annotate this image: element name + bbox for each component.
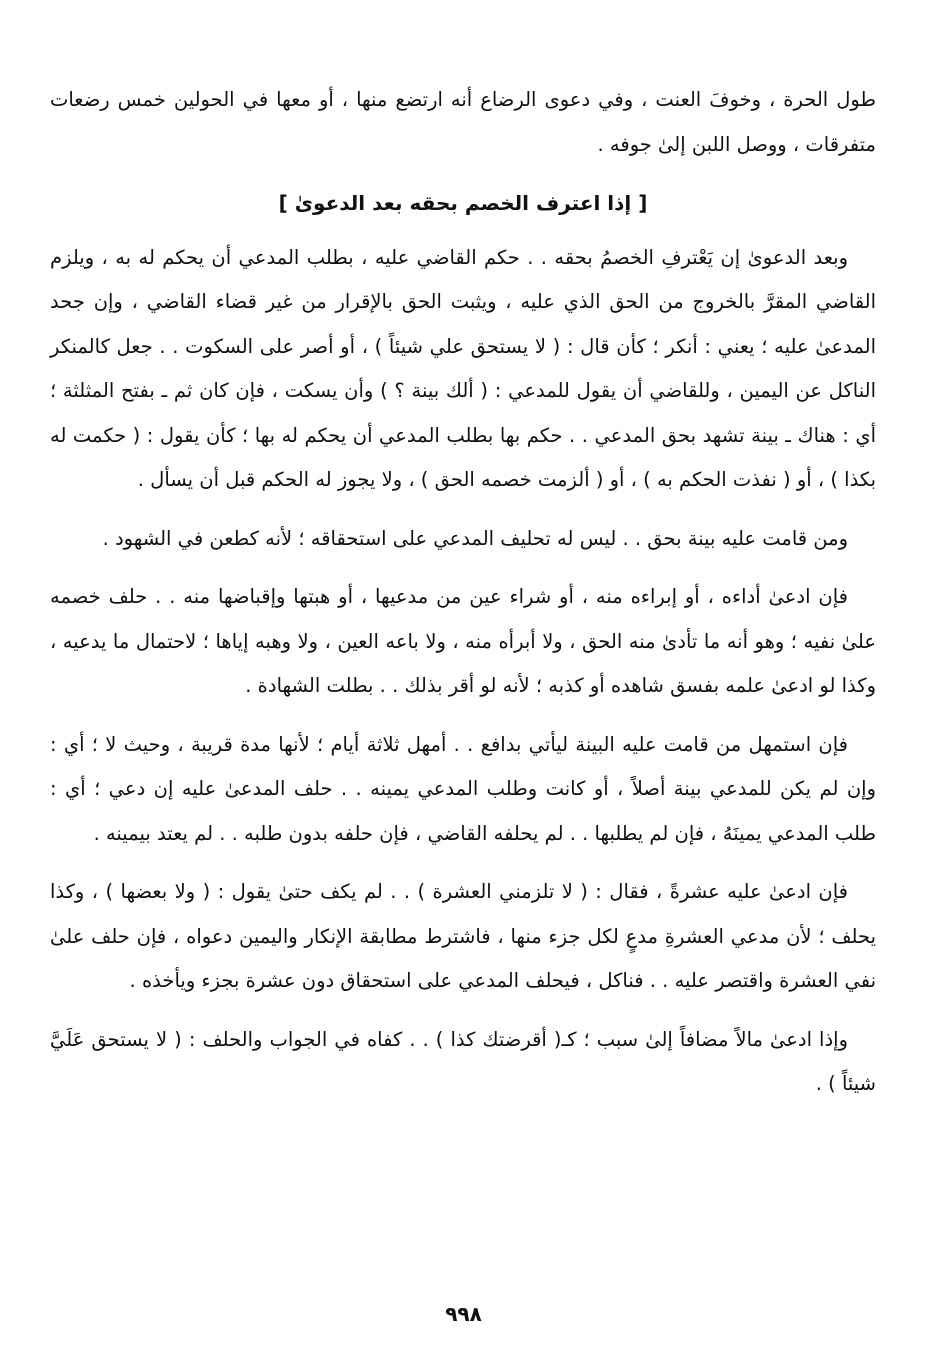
paragraph-3: فإن ادعىٰ أداءه ، أو إبراءه منه ، أو شراء عين من مدعيها ، أو هبتها وإقباضها منه . . حلف خصمه علىٰ نفيه ؛ وهو أنه ما تأدىٰ منه الحق ، ولا أبرأه منه ، ولا باعه العين ، ولا وهبه إياها ؛ لاحتمال ما يدعيه ، وكذا لو ادعىٰ علمه بفسق شاهده أو كذبه ؛ لأنه لو أقر بذلك . . بطلت الشهادة . (50, 585, 876, 697)
page-number: ٩٩٨ (445, 1302, 482, 1326)
opening-paragraph: طول الحرة ، وخوفَ العنت ، وفي دعوى الرضاع أنه ارتضع منها ، أو معها في الحولين خمس رضعات متفرقات ، ووصل اللبن إلىٰ جوفه . (50, 88, 876, 156)
paragraph-6: وإذا ادعىٰ مالاً مضافاً إلىٰ سبب ؛ كـ( أقرضتك كذا ) . . كفاه في الجواب والحلف : ( لا يستحق عَلَيَّ شيئاً ) . (50, 1027, 876, 1095)
section-heading: [ إذا اعترف الخصم بحقه بعد الدعوىٰ ] (278, 191, 648, 215)
page-body (50, 78, 876, 1121)
paragraph-2: ومن قامت عليه بينة بحق . . ليس له تحليف المدعي على استحقاقه ؛ لأنه كطعن في الشهود . (102, 526, 848, 550)
paragraph-5: فإن ادعىٰ عليه عشرةً ، فقال : ( لا تلزمني العشرة ) . . لم يكف حتىٰ يقول : ( ولا بعضها ) ، وكذا يحلف ؛ لأن مدعي العشرةِ مدعٍ لكل جزء منها ، فاشترط مطابقة الإنكار واليمين دعواه ، فإن حلف علىٰ نفي العشرة واقتصر عليه . . فناكل ، فيحلف المدعي على استحقاق دون عشرة بجزء ويأخذه . (50, 880, 876, 992)
paragraph-1: وبعد الدعوىٰ إن يَعْترفِ الخصمُ بحقه . . حكم القاضي عليه ، بطلب المدعي أن يحكم له به ، ويلزم القاضي المقرَّ بالخروج من الحق الذي عليه ، ويثبت الحق بالإقرار من غير قضاء القاضي ، وإن جحد المدعىٰ عليه ؛ يعني : أنكر ؛ كأن قال : ( لا يستحق علي شيئاً ) ، أو أصر على السكوت . . جعل كالمنكر الناكل عن اليمين ، وللقاضي أن يقول للمدعي : ( ألك بينة ؟ ) وأن يسكت ، فإن كان ثم ـ بفتح المثلثة ؛ أي : هناك ـ بينة تشهد بحق المدعي . . حكم بها بطلب المدعي أن يحكم له بها ؛ كأن يقول : ( حكمت له بكذا ) ، أو ( نفذت الحكم به ) ، أو ( ألزمت خصمه الحق ) ، ولا يجوز له الحكم قبل أن يسأل . (50, 245, 876, 491)
paragraph-4: فإن استمهل من قامت عليه البينة ليأتي بدافع . . أمهل ثلاثة أيام ؛ لأنها مدة قريبة ، وحيث لا ؛ أي : وإن لم يكن للمدعي بينة أصلاً ، أو كانت وطلب المدعي يمينه . . حلف المدعىٰ عليه إن دعي ؛ أي : طلب المدعي يمينَهُ ، فإن لم يطلبها . . لم يحلفه القاضي ، فإن حلفه بدون طلبه . . لم يعتد بيمينه . (50, 732, 876, 845)
